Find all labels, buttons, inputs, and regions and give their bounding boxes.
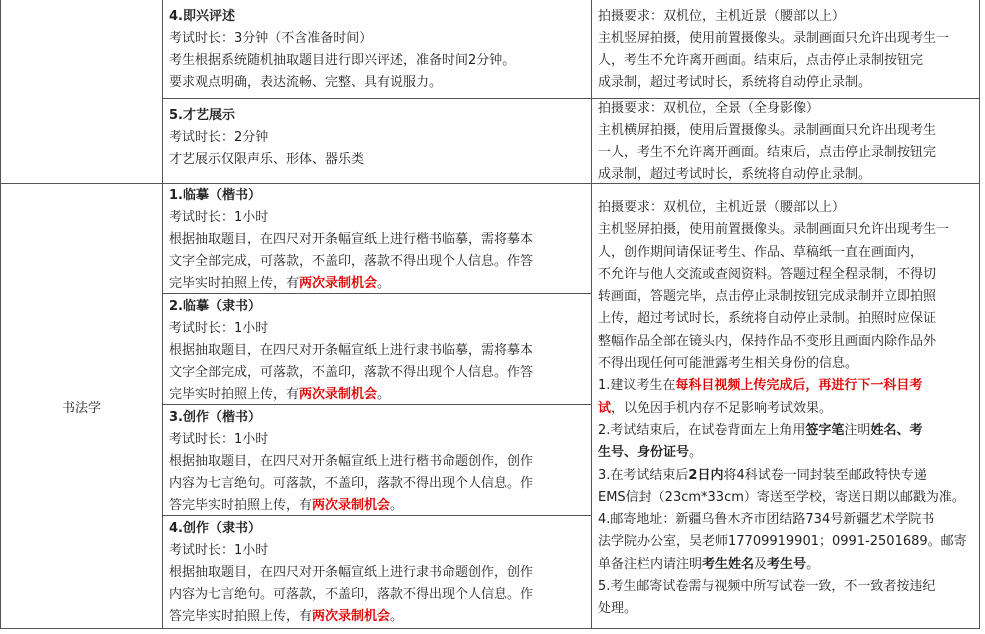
note-3: 3.在考试结束后2日内将4科试卷一同封装至邮政特快专递 xyxy=(598,467,927,483)
req-line: 整幅作品全部在镜头内，保持作品不变形且画面内除作品外 xyxy=(598,333,937,349)
req-line: 拍摄要求：双机位，主机近景（腰部以上） xyxy=(598,200,846,215)
item-line: 根据抽取题目，在四尺对开条幅宣纸上进行楷书临摹，需将摹本 xyxy=(169,232,534,247)
note-2: 2.考试结束后，在试卷背面左上角用签字笔注明姓名、考 xyxy=(598,422,923,438)
item-line: 考试时长：3分钟（不含准备时间） xyxy=(169,31,373,46)
req-line: 人，考生不允许离开画面。结束后，点击停止录制按钮完 xyxy=(598,53,924,68)
req-line: 主机竖屏拍摄，使用前置摄像头。录制画面只允许出现考生一 xyxy=(598,222,950,238)
req-line: 转画面，答题完毕，点击停止录制按钮完成录制并立即拍照 xyxy=(598,289,937,305)
item-copy-regular-script xyxy=(163,182,591,295)
item-create-regular-script xyxy=(163,404,591,517)
item-line: 根据抽取题目，在四尺对开条幅宣纸上进行隶书命题创作，创作 xyxy=(169,565,534,580)
req-line: 主机横屏拍摄，使用后置摄像头。录制画面只允许出现考生 xyxy=(598,123,937,138)
highlight-text: 两次录制机会 xyxy=(312,498,391,513)
highlight-text: 两次录制机会 xyxy=(299,387,378,402)
note-2-cont: 生号、身份证号。 xyxy=(598,445,703,461)
note-4-cont: 法学院办公室，吴老师17709919901；0991-2501689。邮寄 xyxy=(598,534,967,550)
item-title: 5.才艺展示 xyxy=(169,108,235,123)
item-line: 考生根据系统随机抽取题目进行即兴评述，准备时间2分钟。 xyxy=(169,53,516,68)
req-line: 主机竖屏拍摄，使用前置摄像头。录制画面只允许出现考生一 xyxy=(598,31,950,46)
calligraphy-requirements xyxy=(592,194,979,621)
highlight-text: 每科目视频上传完成后，再进行下一科目考 xyxy=(675,378,923,394)
item-title: 3.创作（楷书） xyxy=(169,410,261,425)
item-line: 文字全部完成，可落款，不盖印，落款不得出现个人信息。作答 xyxy=(169,254,534,269)
item-title: 2.临摹（隶书） xyxy=(169,299,261,314)
filming-requirements-1 xyxy=(592,3,979,94)
note-5-cont: 处理。 xyxy=(598,601,638,617)
filming-requirements-2 xyxy=(592,95,979,186)
req-line: 上传，超过考试时长，系统将自动停止录制。拍照时应保证 xyxy=(598,311,937,327)
item-create-clerical-script xyxy=(163,515,591,628)
item-duration: 考试时长：1小时 xyxy=(169,543,269,558)
highlight-text: 两次录制机会 xyxy=(299,276,378,291)
item-line: 内容为七言绝句。可落款，不盖印，落款不得出现个人信息。作 xyxy=(169,587,534,602)
item-copy-clerical-script xyxy=(163,293,591,406)
item-line: 才艺展示仅限声乐、形体、器乐类 xyxy=(169,152,365,167)
req-line: 成录制，超过考试时长，系统将自动停止录制。 xyxy=(598,75,872,90)
item-line: 文字全部完成，可落款，不盖印，落款不得出现个人信息。作答 xyxy=(169,365,534,380)
item-line: 完毕实时拍照上传，有两次录制机会。 xyxy=(169,276,391,291)
table-border-right xyxy=(979,0,980,629)
note-5: 5.考生邮寄试卷需与视频中所写试卷一致，不一致者按违纪 xyxy=(598,579,936,595)
note-3-cont: EMS信封（23cm*33cm）寄送至学校，寄送日期以邮戳为准。 xyxy=(598,489,965,505)
req-line: 拍摄要求：双机位，全景（全身影像） xyxy=(598,101,820,116)
note-4-cont: 单备注栏内请注明考生姓名及考生号。 xyxy=(598,556,820,572)
item-line: 根据抽取题目，在四尺对开条幅宣纸上进行楷书命题创作，创作 xyxy=(169,454,534,469)
item-title: 1.临摹（楷书） xyxy=(169,188,261,203)
req-line: 拍摄要求：双机位，主机近景（腰部以上） xyxy=(598,9,846,24)
item-title: 4.即兴评述 xyxy=(169,9,235,24)
note-4: 4.邮寄地址：新疆乌鲁木齐市团结路734号新疆艺术学院书 xyxy=(598,512,935,528)
req-line: 不得出现任何可能泄露考生相关身份的信息。 xyxy=(598,356,859,372)
req-line: 成录制，超过考试时长，系统将自动停止录制。 xyxy=(598,167,872,182)
item-line: 完毕实时拍照上传，有两次录制机会。 xyxy=(169,387,391,402)
item-duration: 考试时长：1小时 xyxy=(169,432,269,447)
item-line: 要求观点明确，表达流畅、完整、具有说服力。 xyxy=(169,75,443,90)
note-1: 1.建议考生在每科目视频上传完成后，再进行下一科目考 xyxy=(598,378,923,394)
item-impromptu-commentary xyxy=(163,3,591,94)
req-line: 不允许与他人交流或查阅资料。答题过程全程录制，不得切 xyxy=(598,266,937,282)
item-line: 答完毕实时拍照上传，有两次录制机会。 xyxy=(169,609,404,624)
item-line: 根据抽取题目，在四尺对开条幅宣纸上进行隶书临摹，需将摹本 xyxy=(169,343,534,358)
item-duration: 考试时长：1小时 xyxy=(169,210,269,225)
item-line: 内容为七言绝句。可落款，不盖印，落款不得出现个人信息。作 xyxy=(169,476,534,491)
highlight-text: 两次录制机会 xyxy=(312,609,391,624)
item-line: 答完毕实时拍照上传，有两次录制机会。 xyxy=(169,498,404,513)
note-1-cont: 试，以免因手机内存不足影响考试效果。 xyxy=(598,400,833,416)
item-talent-show xyxy=(163,102,591,171)
subject-label: 书法学 xyxy=(61,401,101,416)
item-title: 4.创作（隶书） xyxy=(169,521,261,536)
req-line: 人，创作期间请保证考生、作品、草稿纸一直在画面内， xyxy=(598,244,924,260)
item-duration: 考试时长：1小时 xyxy=(169,321,269,336)
item-line: 考试时长：2分钟 xyxy=(169,130,269,145)
highlight-text: 试 xyxy=(598,400,612,416)
subject-cell xyxy=(1,184,162,629)
req-line: 一人，考生不允许离开画面。结束后，点击停止录制按钮完 xyxy=(598,145,937,160)
